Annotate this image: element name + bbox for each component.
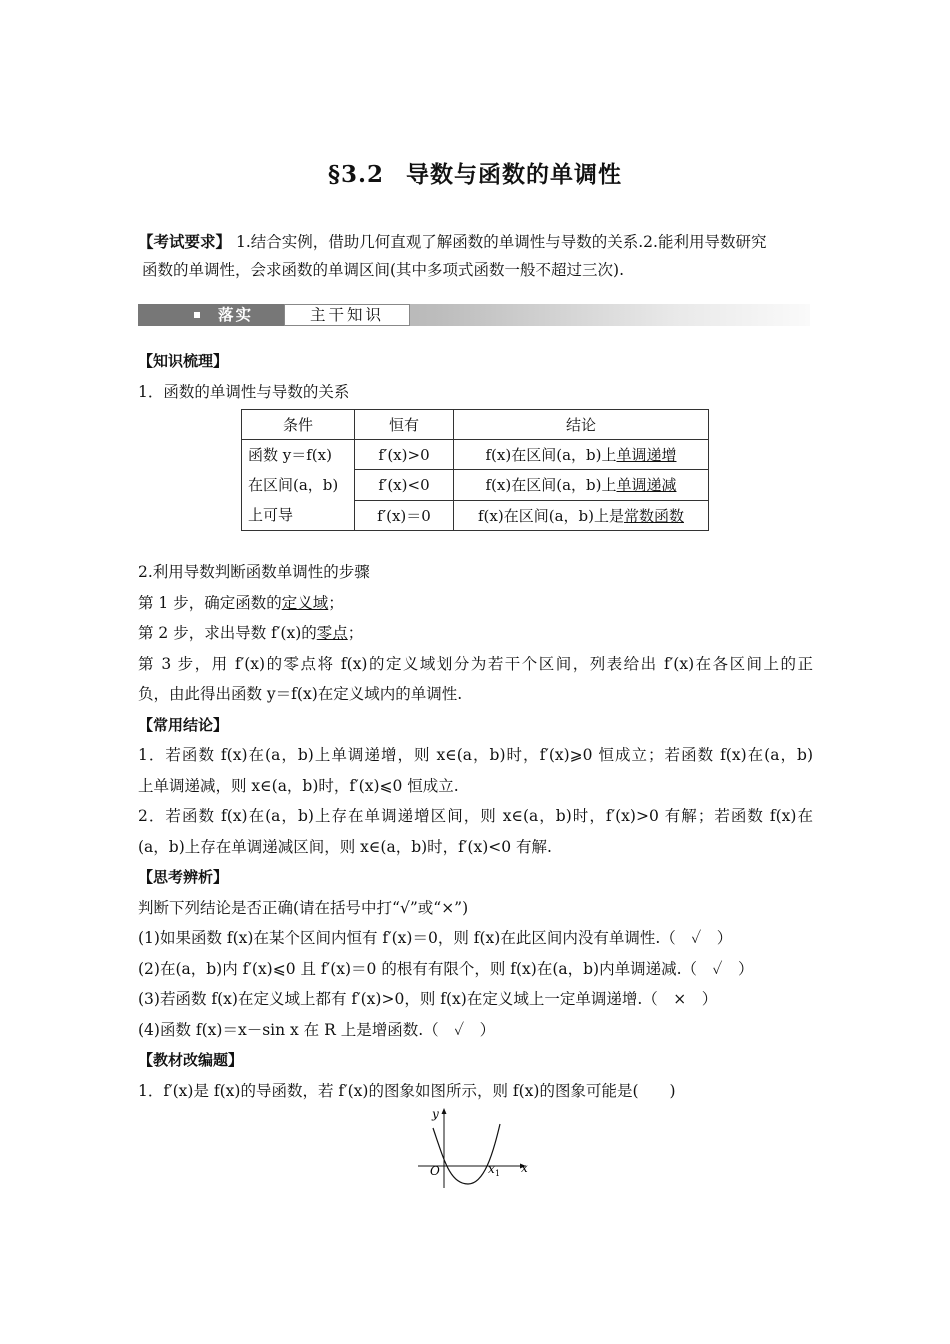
derivative-graph [414,1102,534,1192]
step-2: 第 2 步，求出导数 f′(x)的零点； [138,624,364,642]
step-3-line-1: 第 3 步，用 f′(x)的零点将 f(x)的定义域划分为若干个区间，列表给出 f′(x)在各区间上的正 [138,654,813,673]
square-bullet-icon [194,312,200,318]
x1-label: x [488,1162,495,1176]
step-1: 第 1 步，确定函数的定义域； [138,593,344,612]
table-derivative-cell: f′(x)>0 [355,440,454,470]
y-label: y [432,1107,439,1121]
exam-requirement [138,228,813,284]
main-body [138,557,813,1106]
table-derivative-cell: f′(x)<0 [355,470,454,500]
textbook-header: 【教材改编题】 [138,1051,244,1069]
think-question-1: (1)如果函数 f(x)在某个区间内恒有 f′(x)＝0，则 f(x)在此区间内没有单调性.（ ✓ ） [138,929,733,947]
requirement-line-2: 函数的单调性，会求函数的单调区间(其中多项式函数一般不超过三次). [142,261,625,279]
textbook-question-1: 1．f′(x)是 f(x)的导函数，若 f′(x)的图象如图所示，则 f(x)的图象可能是( ) [138,1081,676,1100]
x-label: x [521,1161,528,1175]
requirement-line-1: 1.结合实例，借助几何直观了解函数的单调性与导数的关系.2.能利用导数研究 [235,233,767,251]
section-number: §3.2 [327,161,385,188]
step-3-line-2: 负，由此得出函数 y＝f(x)在定义域内的单调性. [138,685,463,703]
derivative-monotonicity-table [241,409,709,531]
think-header: 【思考辨析】 [138,868,229,886]
think-intro: 判断下列结论是否正确(请在括号中打“√”或“×”) [138,898,469,917]
table-header-cell: 条件 [242,410,355,440]
table-conclusion-cell: f(x)在区间(a，b)上单调递减 [454,470,709,500]
banner-dark-label: 落实 [138,304,284,326]
y-axis-arrow-icon [442,1108,447,1114]
table-condition-cell: 函数 y＝f(x) 在区间(a，b) 上可导 [242,440,355,531]
think-question-2: (2)在(a，b)内 f′(x)⩽0 且 f′(x)＝0 的根有有限个，则 f(x)在(a，b)内单调递减.（ ✓ ） [138,959,754,978]
knowledge-item-1: 1．函数的单调性与导数的关系 [138,382,350,401]
common-1-line-1: 1．若函数 f(x)在(a，b)上单调递增，则 x∈(a，b)时，f′(x)⩾0 恒成立；若函数 f(x)在(a，b) [138,746,813,764]
knowledge-header: 【知识梳理】 [138,352,229,370]
table-header-cell: 恒有 [355,410,454,440]
requirement-tag: 【考试要求】 [138,232,232,251]
banner-white-label: 主干知识 [284,304,410,326]
section-title [0,156,950,189]
table-conclusion-cell: f(x)在区间(a，b)上单调递增 [454,440,709,470]
common-header: 【常用结论】 [138,715,229,734]
common-2-line-1: 2．若函数 f(x)在(a，b)上存在单调递增区间，则 x∈(a，b)时，f′(x)>0 有解；若函数 f(x)在 [138,807,813,825]
knowledge-item-2: 2.利用导数判断函数单调性的步骤 [138,563,370,581]
section-banner [138,300,810,330]
think-question-4: (4)函数 f(x)＝x－sin x 在 R 上是增函数.（ ✓ ） [138,1020,496,1039]
section-heading: 导数与函数的单调性 [406,161,623,188]
x1-subscript: 1 [495,1169,501,1178]
common-2-line-2: (a，b)上存在单调递减区间，则 x∈(a，b)时，f′(x)<0 有解. [138,837,552,856]
table-header-row [242,410,709,440]
think-question-3: (3)若函数 f(x)在定义域上都有 f′(x)>0，则 f(x)在定义域上一定单调递增.（ × ） [138,990,718,1008]
origin-label: O [430,1164,440,1178]
table-row [242,440,709,470]
knowledge-header-block [138,346,813,407]
common-1-line-2: 上单调递减，则 x∈(a，b)时，f′(x)⩽0 恒成立. [138,776,459,795]
table-header-cell: 结论 [454,410,709,440]
table-derivative-cell: f′(x)＝0 [355,500,454,530]
table-conclusion-cell: f(x)在区间(a，b)上是常数函数 [454,500,709,530]
